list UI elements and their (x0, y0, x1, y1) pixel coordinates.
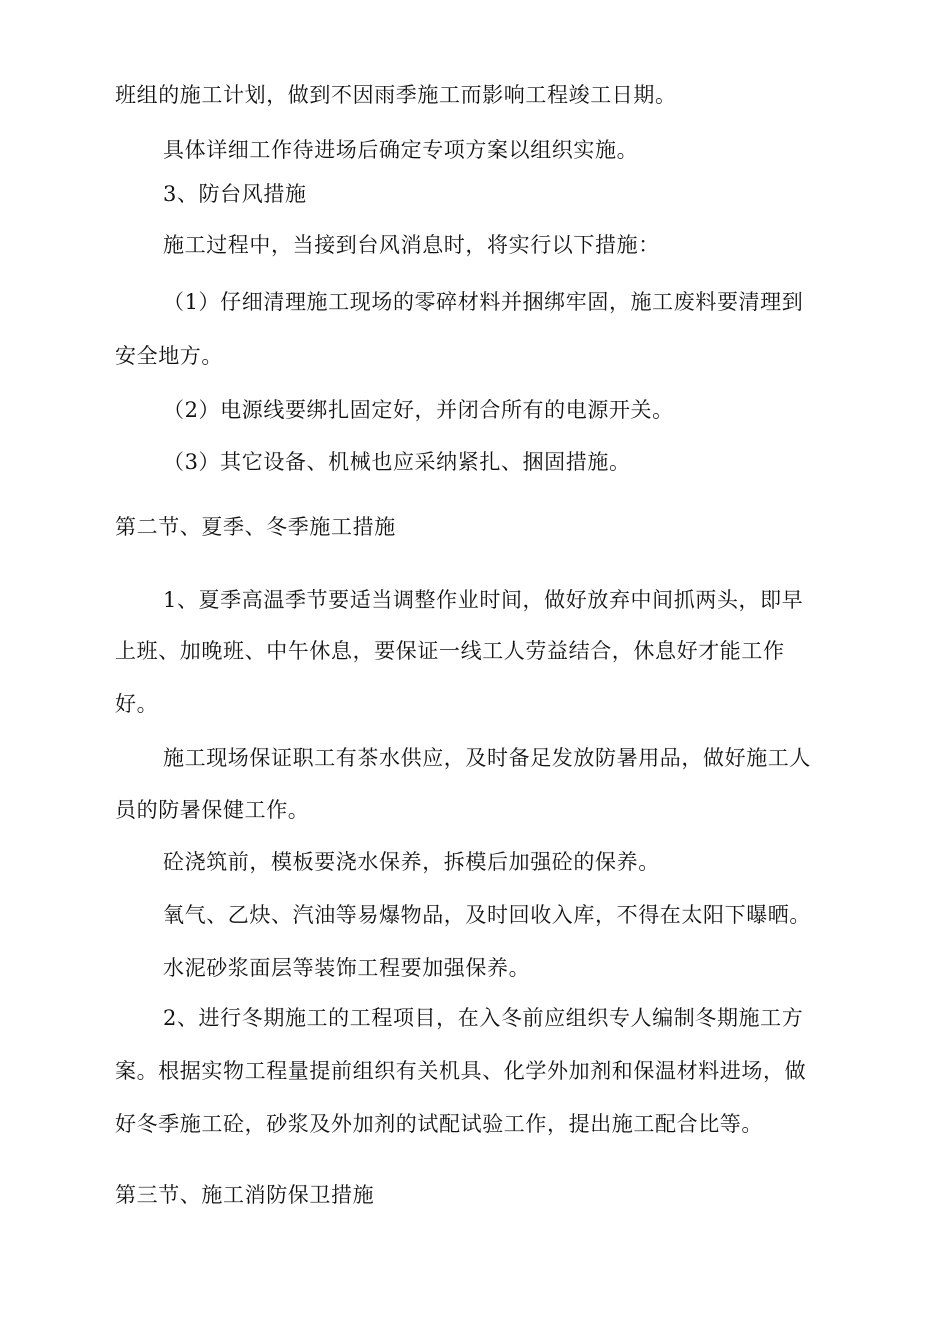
paragraph-line: 具体详细工作待进场后确定专项方案以组织实施。 (163, 138, 639, 162)
paragraph-line: 水泥砂浆面层等装饰工程要加强保养。 (163, 956, 531, 980)
paragraph-line: 2、进行冬期施工的工程项目，在入冬前应组织专人编制冬期施工方 (163, 1006, 804, 1030)
paragraph-line: 班组的施工计划，做到不因雨季施工而影响工程竣工日期。 (115, 83, 677, 107)
paragraph-line: 好。 (115, 692, 159, 716)
paragraph-line: 好冬季施工砼，砂浆及外加剂的试配试验工作，提出施工配合比等。 (115, 1112, 763, 1136)
paragraph-line: 1、夏季高温季节要适当调整作业时间，做好放弃中间抓两头，即早 (163, 588, 804, 612)
list-item-1: （1）仔细清理施工现场的零碎材料并捆绑牢固，施工废料要清理到 (163, 290, 804, 314)
paragraph-line: 施工过程中，当接到台风消息时，将实行以下措施： (163, 233, 660, 257)
section-heading: 3、防台风措施 (163, 182, 307, 206)
list-item-3: （3）其它设备、机械也应采纳紧扎、捆固措施。 (163, 450, 631, 474)
paragraph-line: 砼浇筑前，模板要浇水保养，拆模后加强砼的保养。 (163, 850, 660, 874)
paragraph-line: 氧气、乙炔、汽油等易爆物品，及时回收入库，不得在太阳下曝晒。 (163, 903, 811, 927)
section-title-3: 第三节、施工消防保卫措施 (115, 1183, 375, 1207)
paragraph-line: 员的防暑保健工作。 (115, 798, 310, 822)
paragraph-line: 安全地方。 (115, 344, 223, 368)
paragraph-line: 施工现场保证职工有茶水供应，及时备足发放防暑用品，做好施工人 (163, 746, 811, 770)
paragraph-line: 上班、加晚班、中午休息，要保证一线工人劳益结合，休息好才能工作 (115, 639, 785, 663)
section-title-2: 第二节、夏季、冬季施工措施 (115, 515, 396, 539)
list-item-2: （2）电源线要绑扎固定好，并闭合所有的电源开关。 (163, 398, 674, 422)
paragraph-line: 案。根据实物工程量提前组织有关机具、化学外加剂和保温材料进场，做 (115, 1059, 807, 1083)
